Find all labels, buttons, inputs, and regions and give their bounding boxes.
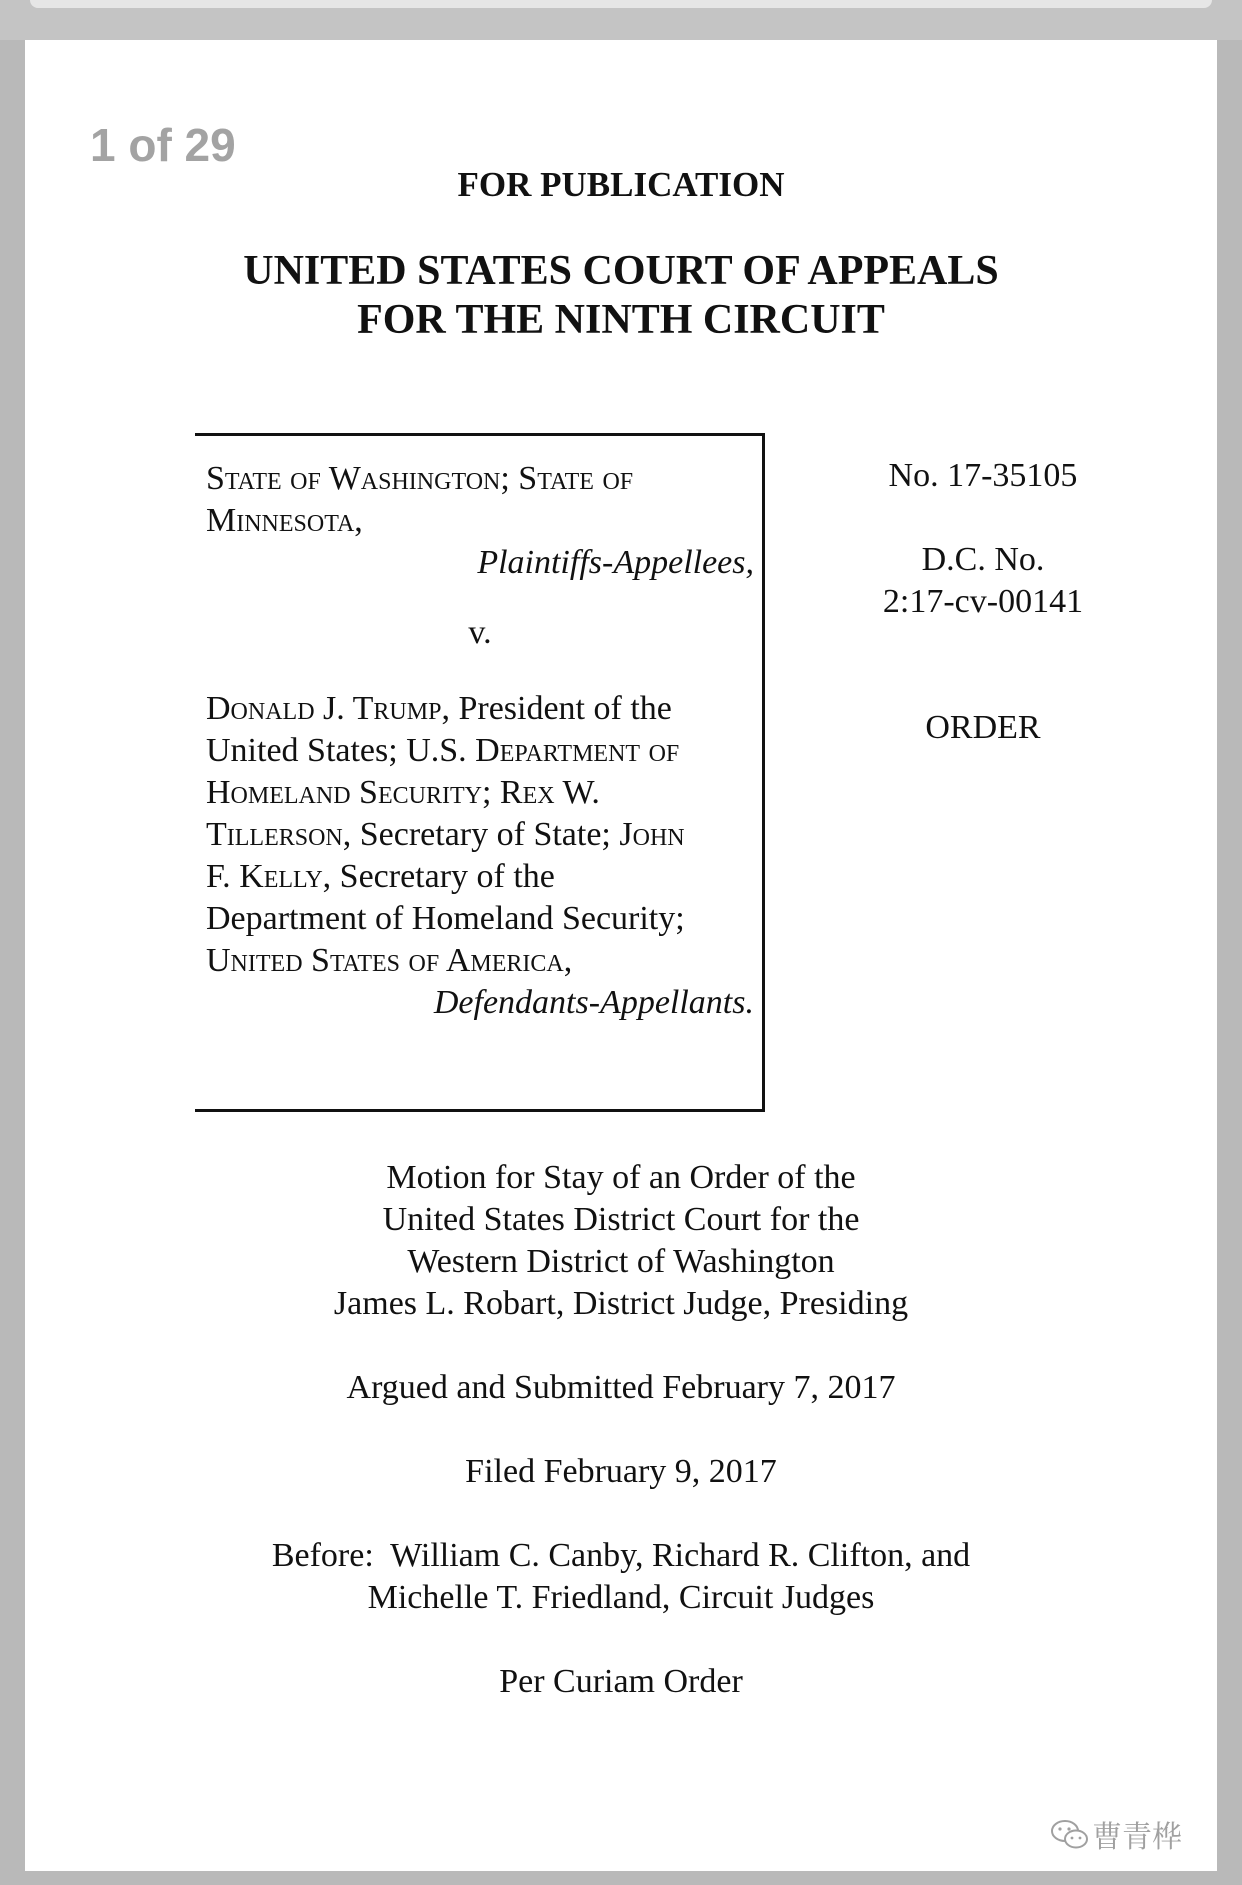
plaintiffs-line-2: Minnesota, — [206, 502, 363, 539]
plaintiffs-line-1: State of Washington; State of — [206, 460, 634, 497]
document-page[interactable] — [25, 40, 1217, 1871]
versus: v. — [468, 614, 492, 651]
viewer-top-strip — [0, 0, 1242, 40]
watermark — [1050, 1812, 1200, 1855]
motion-line-3: Western District of Washington — [407, 1243, 835, 1280]
filed-date: Filed February 9, 2017 — [465, 1453, 777, 1490]
defendants-line-2: United States; U.S. Department of — [206, 732, 680, 769]
wechat-icon — [1050, 1818, 1090, 1852]
motion-line-4: James L. Robart, District Judge, Presiding — [333, 1285, 909, 1322]
court-title — [25, 247, 1217, 345]
case-caption-text — [206, 458, 754, 1024]
judges-line-1: Before: William C. Canby, Richard R. Clifton, and — [271, 1537, 971, 1574]
motion-line-1: Motion for Stay of an Order of the — [386, 1159, 856, 1196]
page-indicator: 1 of 29 — [90, 119, 236, 171]
defendants-line-1: Donald J. Trump, President of the — [206, 690, 672, 727]
case-caption-box — [195, 433, 765, 1112]
judges-line-2: Michelle T. Friedland, Circuit Judges — [367, 1579, 875, 1616]
defendants-line-5: F. Kelly, Secretary of the — [206, 858, 555, 895]
argued-date: Argued and Submitted February 7, 2017 — [346, 1369, 896, 1406]
case-info-column — [765, 455, 1201, 749]
defendants-line-7: United States of America, — [206, 942, 573, 979]
dc-number: 2:17-cv-00141 — [882, 583, 1084, 620]
document-type: ORDER — [925, 709, 1041, 746]
court-title-line-1: UNITED STATES COURT OF APPEALS — [243, 248, 999, 294]
plaintiffs-role: Plaintiffs-Appellees, — [477, 544, 754, 581]
defendants-role: Defendants-Appellants. — [433, 984, 754, 1021]
viewer-toolbar-edge — [30, 0, 1212, 8]
watermark-text: 曹青桦 — [1092, 1820, 1182, 1855]
motion-line-2: United States District Court for the — [382, 1201, 860, 1238]
publication-heading: FOR PUBLICATION — [457, 165, 785, 204]
court-title-line-2: FOR THE NINTH CIRCUIT — [357, 297, 885, 343]
defendants-line-3: Homeland Security; Rex W. — [206, 774, 600, 811]
order-details — [25, 1157, 1217, 1703]
defendants-line-4: Tillerson, Secretary of State; John — [206, 816, 685, 853]
defendants-line-6: Department of Homeland Security; — [206, 900, 685, 937]
dc-number-label: D.C. No. — [921, 541, 1045, 578]
case-number: No. 17-35105 — [888, 457, 1078, 494]
per-curiam: Per Curiam Order — [499, 1663, 743, 1700]
